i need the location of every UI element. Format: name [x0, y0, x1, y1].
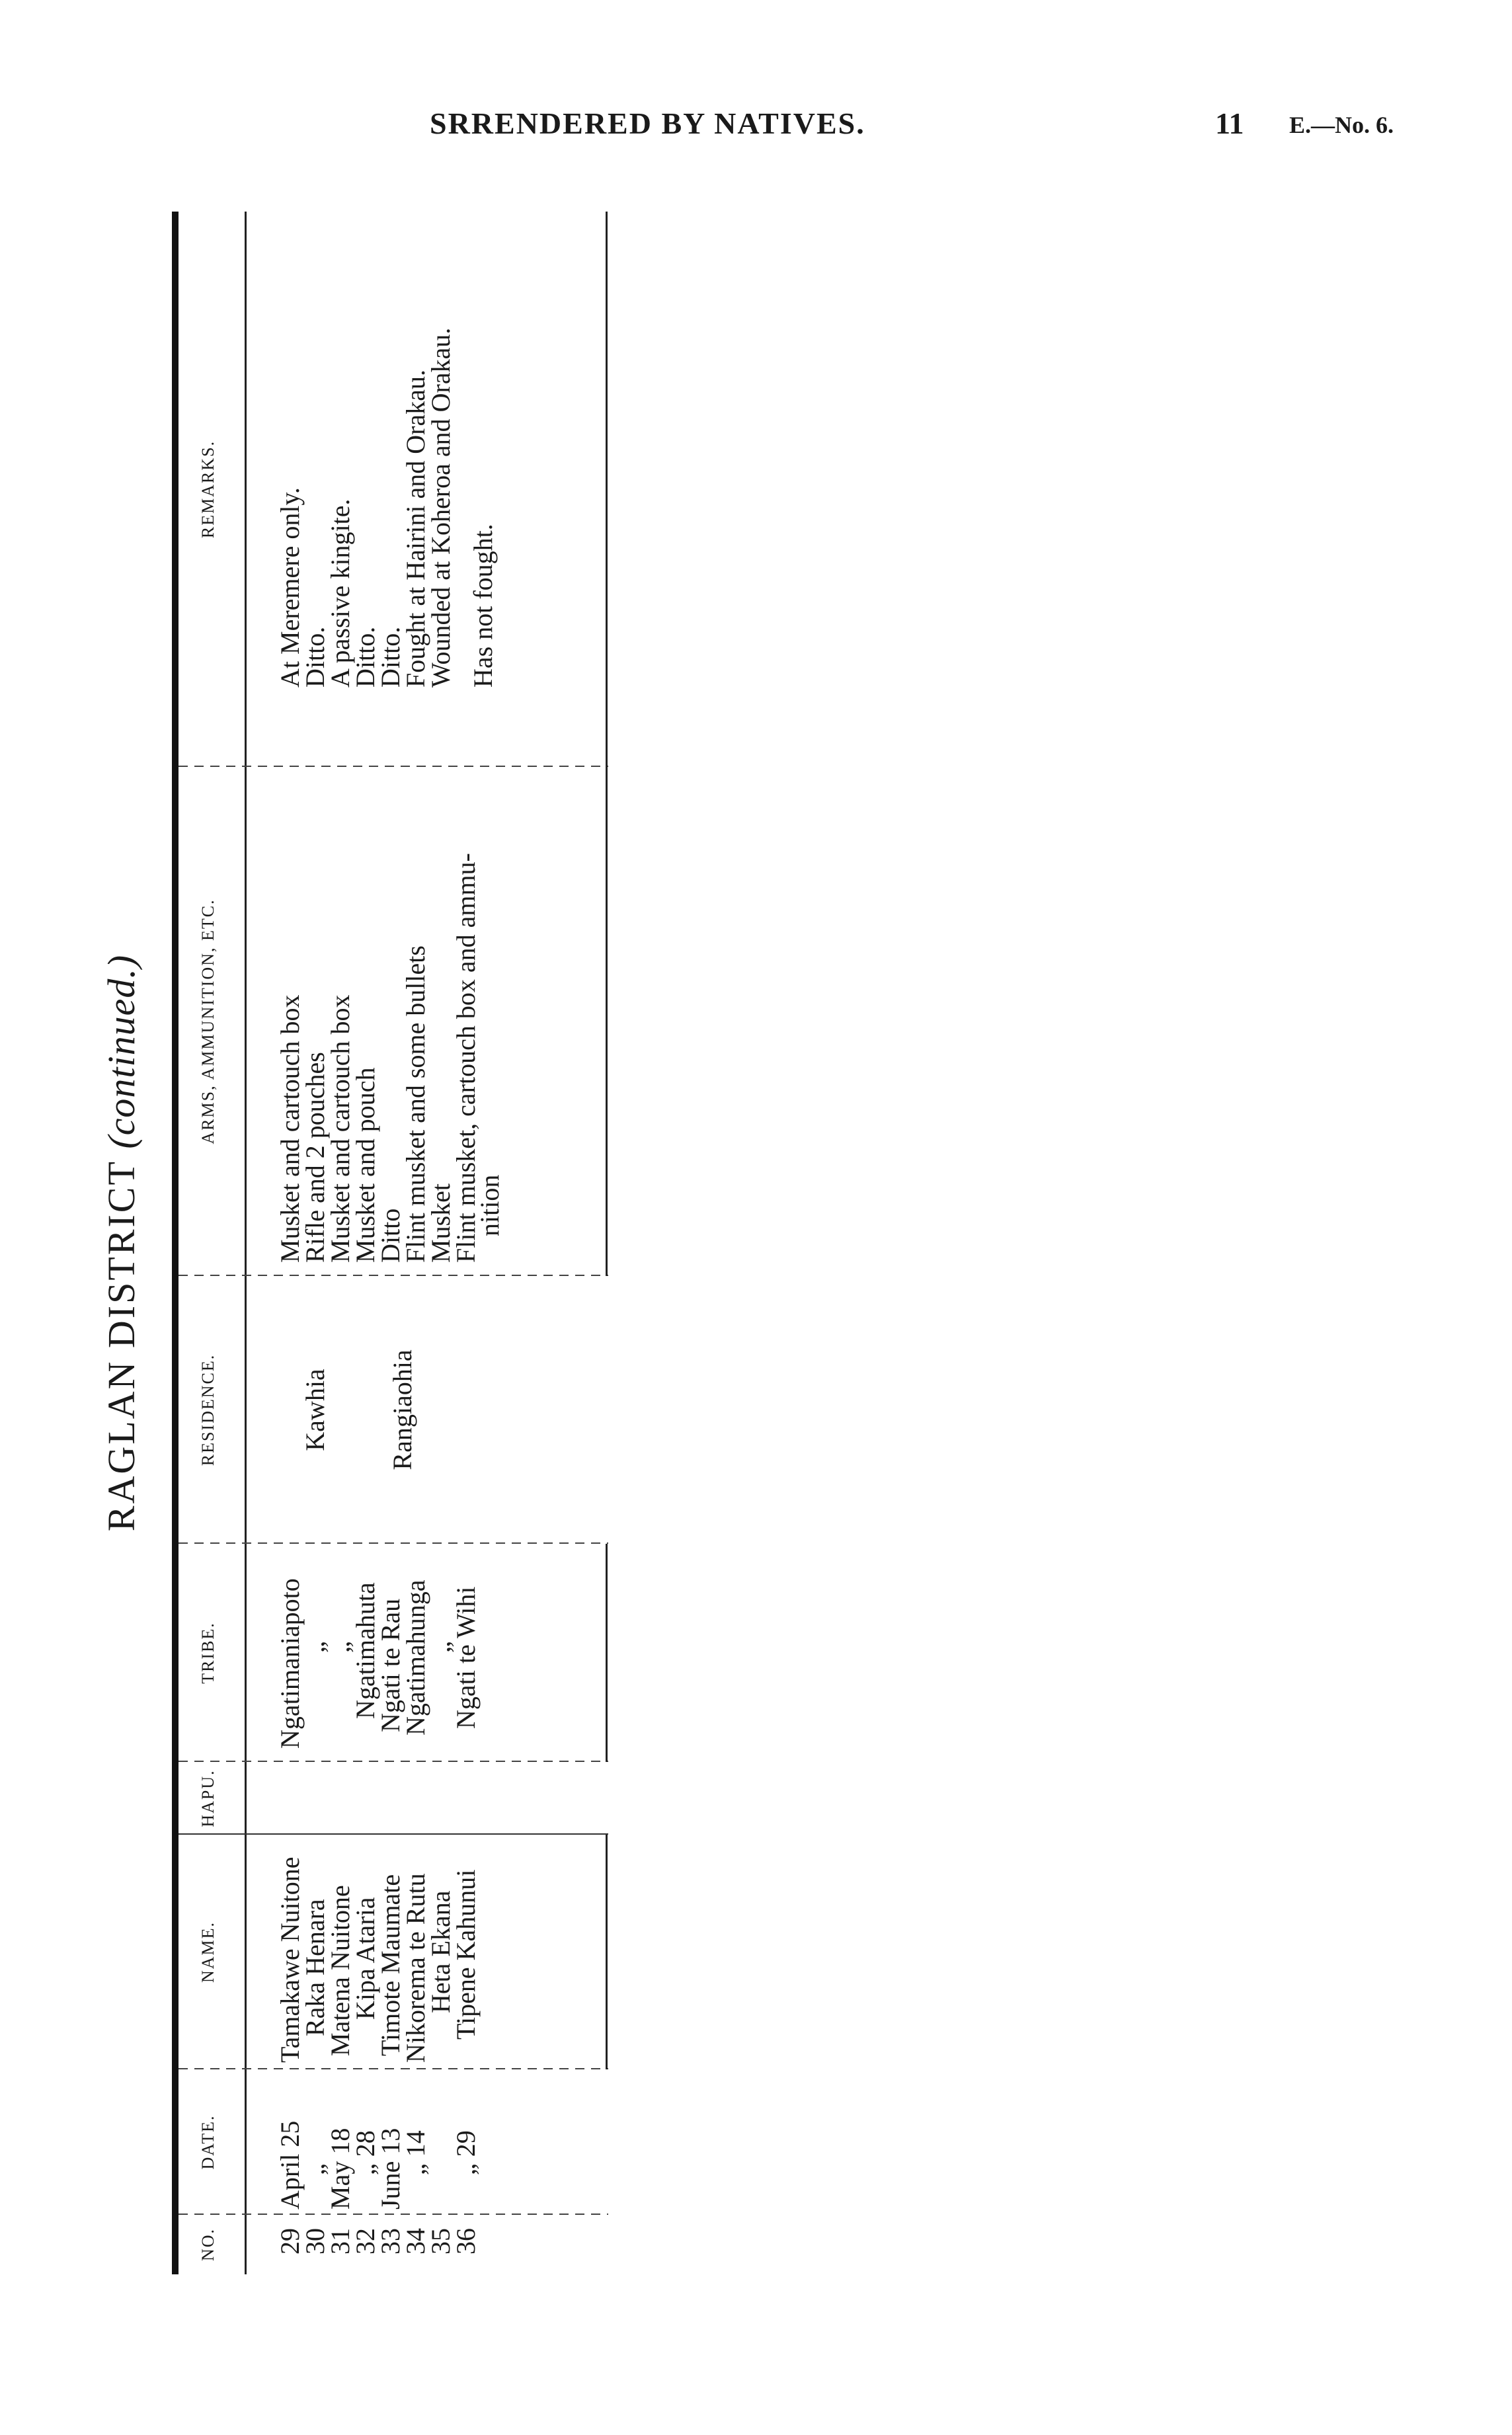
table-top-rule [172, 212, 179, 2274]
row-arms: Flint musket and some bullets [401, 945, 430, 1263]
column-divider [179, 1833, 608, 1835]
column-divider [179, 2214, 608, 2215]
row-date: June 13 [376, 2128, 405, 2210]
row-arms: Flint musket, cartouch box and ammu- [451, 853, 481, 1263]
row-name: Heta Ekana [426, 1890, 456, 2013]
row-tribe: „ [325, 1641, 355, 1653]
row-no: 33 [376, 2228, 405, 2255]
row-no: 29 [275, 2228, 305, 2255]
surrender-table [172, 212, 608, 2274]
row-arms: Ditto [376, 1208, 405, 1263]
row-no: 30 [300, 2228, 330, 2255]
row-arms-continuation: nition [475, 1174, 504, 1236]
row-date: April 25 [275, 2120, 305, 2210]
table-bottom-rule [606, 212, 608, 767]
row-date: „ [300, 2163, 330, 2175]
row-tribe: „ [426, 1641, 456, 1653]
row-remarks: Wounded at Koheroa and Orakau. [426, 327, 456, 688]
row-name: Tamakawe Nuitone [275, 1856, 305, 2063]
residence-rangiaohia: Rangiaohia [387, 1349, 417, 1470]
column-divider [179, 2068, 608, 2069]
row-remarks: Ditto. [350, 626, 380, 688]
row-no: 34 [401, 2228, 430, 2255]
table-bottom-rule [606, 1544, 608, 1762]
row-tribe: Ngati te Rau [376, 1598, 405, 1732]
row-arms: Musket and cartouch box [325, 994, 355, 1263]
row-remarks: A passive kingite. [325, 499, 355, 688]
row-tribe: Ngatimahuta [350, 1582, 380, 1719]
row-name: Nikorema te Rutu [401, 1873, 430, 2063]
document-reference: E.—No. 6. [1289, 112, 1394, 138]
row-name: Tipene Kahunui [451, 1869, 481, 2040]
row-date: „ 28 [350, 2130, 380, 2175]
header-residence: RESIDENCE. [198, 1353, 218, 1466]
row-date: „ 29 [451, 2130, 481, 2175]
row-remarks: Ditto. [300, 626, 330, 688]
row-name: Kipa Ataria [350, 1897, 380, 2020]
table-header-rule [245, 212, 247, 2274]
row-arms: Rifle and 2 pouches [300, 1052, 330, 1263]
row-tribe: „ [300, 1641, 330, 1653]
page-number: 11 [1215, 106, 1244, 140]
rotated-page [66, 212, 727, 2274]
row-name: Raka Henara [300, 1899, 330, 2036]
row-remarks: Fought at Hairini and Orakau. [401, 370, 430, 688]
running-header-title: SRRENDERED BY NATIVES. [430, 106, 865, 140]
row-date: „ 14 [401, 2130, 430, 2175]
header-remarks: REMARKS. [198, 440, 218, 539]
district-heading [99, 212, 143, 2274]
row-no: 31 [325, 2228, 355, 2255]
district-continued: (continued.) [100, 954, 143, 1149]
residence-kawhia: Kawhia [300, 1369, 330, 1451]
column-divider [179, 1761, 608, 1762]
row-arms: Musket [426, 1183, 456, 1263]
row-arms: Musket and cartouch box [275, 994, 305, 1263]
row-name: Matena Nuitone [325, 1885, 355, 2056]
header-tribe: TRIBE. [198, 1622, 218, 1684]
row-remarks: Has not fought. [468, 524, 498, 688]
row-remarks: At Meremere only. [275, 487, 305, 688]
header-date: DATE. [198, 2114, 218, 2170]
header-name: NAME. [198, 1921, 218, 1983]
header-arms: ARMS, AMMUNITION, ETC. [198, 898, 218, 1144]
row-arms: Musket and pouch [350, 1067, 380, 1263]
row-name: Timote Maumate [376, 1874, 405, 2056]
row-tribe: Ngatimahunga [401, 1579, 430, 1736]
table-bottom-rule [606, 1835, 608, 2069]
header-hapu: HAPU. [198, 1769, 218, 1827]
header-no: NO. [198, 2227, 218, 2262]
row-no: 36 [451, 2228, 481, 2255]
column-divider [179, 766, 608, 767]
district-title: RAGLAN DISTRICT [100, 1160, 143, 1532]
row-remarks: Ditto. [376, 626, 405, 688]
row-date: May 18 [325, 2128, 355, 2210]
row-tribe: Ngatimaniapoto [275, 1578, 305, 1749]
row-tribe: Ngati te Wihi [451, 1586, 481, 1729]
row-no: 35 [426, 2228, 456, 2255]
row-no: 32 [350, 2228, 380, 2255]
table-bottom-rule [606, 767, 608, 1276]
